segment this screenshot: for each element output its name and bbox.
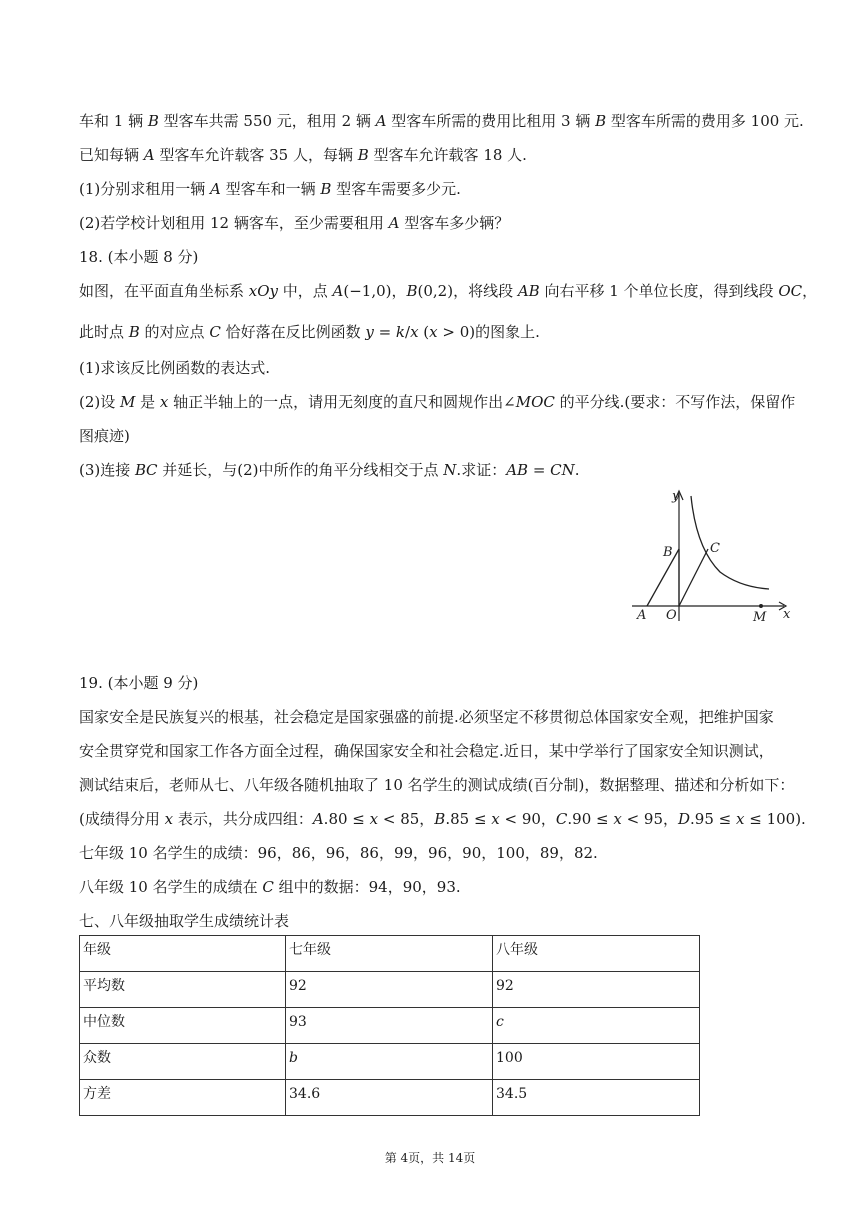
text-line: 国家安全是民族复兴的根基，社会稳定是国家强盛的前提.必须坚定不移贯彻总体国家安全观，把维护国家 bbox=[79, 708, 774, 726]
text-line: 测试结束后，老师从七、八年级各随机抽取了 10 名学生的测试成绩(百分制)，数据整理、描述和分析如下： bbox=[79, 776, 795, 794]
table-cell: 100 bbox=[493, 1044, 700, 1080]
table-cell: 中位数 bbox=[80, 1008, 286, 1044]
label-b: B bbox=[663, 545, 673, 560]
table-cell: 众数 bbox=[80, 1044, 286, 1080]
segment-oc bbox=[679, 549, 708, 606]
text-line: 已知每辆 𝐴 型客车允许载客 35 人，每辆 𝐵 型客车允许载客 18 人. bbox=[79, 146, 527, 164]
text-line: 图痕迹) bbox=[79, 427, 130, 445]
page-footer: 第 4页，共 14页 bbox=[384, 1151, 476, 1165]
table-cell: 𝑏 bbox=[286, 1044, 493, 1080]
table-cell: 七年级 bbox=[286, 936, 493, 972]
label-o: O bbox=[666, 608, 677, 623]
table-row bbox=[80, 1044, 700, 1080]
table-cell: 方差 bbox=[80, 1080, 286, 1116]
label-a: A bbox=[637, 608, 647, 623]
text-line: 车和 1 辆 𝐵 型客车共需 550 元，租用 2 辆 𝐴 型客车所需的费用比租用 3 辆 𝐵 型客车所需的费用多 100 元. bbox=[79, 112, 804, 130]
table-cell: 92 bbox=[286, 972, 493, 1008]
hyperbola-curve bbox=[691, 496, 769, 589]
text-line: (2)若学校计划租用 12 辆客车，至少需要租用 𝐴 型客车多少辆？ bbox=[79, 214, 510, 232]
text-line: (1)分别求租用一辆 𝐴 型客车和一辆 𝐵 型客车需要多少元. bbox=[79, 180, 461, 198]
table-row bbox=[80, 936, 700, 972]
table-cell: 𝑐 bbox=[493, 1008, 700, 1044]
label-c: C bbox=[710, 541, 720, 556]
point-m bbox=[759, 604, 763, 608]
text-line: 八年级 10 名学生的成绩在 𝐶 组中的数据：94，90，93. bbox=[79, 878, 461, 896]
text-line: (1)求该反比例函数的表达式. bbox=[79, 359, 271, 377]
table-cell: 93 bbox=[286, 1008, 493, 1044]
text-line: (3)连接 𝐵𝐶 并延长，与(2)中所作的角平分线相交于点 𝑁.求证：𝐴𝐵 = 𝐶𝑁. bbox=[79, 461, 580, 479]
label-y: y bbox=[672, 489, 680, 504]
label-m: M bbox=[753, 610, 767, 625]
text-line: (2)设 𝑀 是 𝑥 轴正半轴上的一点，请用无刻度的直尺和圆规作出∠𝑀𝑂𝐶 的平分线.(要求：不写作法，保留作 bbox=[79, 393, 796, 411]
table-row bbox=[80, 1008, 700, 1044]
text-line: 如图，在平面直角坐标系 𝑥𝑂𝑦 中，点 𝐴(−1,0)，𝐵(0,2)，将线段 𝐴𝐵 向右平移 1 个单位长度，得到线段 𝑂𝐶， bbox=[79, 282, 818, 300]
table-cell: 八年级 bbox=[493, 936, 700, 972]
coordinate-figure bbox=[628, 486, 794, 626]
text-line: (成绩得分用 𝑥 表示，共分成四组：𝐴.80 ≤ 𝑥 < 85，𝐵.85 ≤ 𝑥 < 90，𝐶.90 ≤ 𝑥 < 95，𝐷.95 ≤ 𝑥 ≤ 100). bbox=[79, 810, 806, 828]
table-row bbox=[80, 1080, 700, 1116]
question-heading: 18. (本小题 8 分) bbox=[79, 248, 199, 266]
table-caption: 七、八年级抽取学生成绩统计表 bbox=[79, 912, 290, 930]
table-row bbox=[80, 972, 700, 1008]
text-line: 安全贯穿党和国家工作各方面全过程，确保国家安全和社会稳定.近日，某中学举行了国家安全知识测试， bbox=[79, 742, 774, 760]
label-x: x bbox=[783, 607, 791, 622]
table-cell: 年级 bbox=[80, 936, 286, 972]
question-heading: 19. (本小题 9 分) bbox=[79, 674, 199, 692]
table-cell: 34.6 bbox=[286, 1080, 493, 1116]
text-line: 此时点 𝐵 的对应点 𝐶 恰好落在反比例函数 𝑦 = 𝑘/𝑥 (𝑥 > 0)的图象上. bbox=[79, 323, 540, 341]
table-cell: 92 bbox=[493, 972, 700, 1008]
text-line: 七年级 10 名学生的成绩：96，86，96，86，99，96，90，100，89，82. bbox=[79, 844, 598, 862]
table-cell: 平均数 bbox=[80, 972, 286, 1008]
score-statistics-table bbox=[79, 935, 700, 1116]
table-cell: 34.5 bbox=[493, 1080, 700, 1116]
